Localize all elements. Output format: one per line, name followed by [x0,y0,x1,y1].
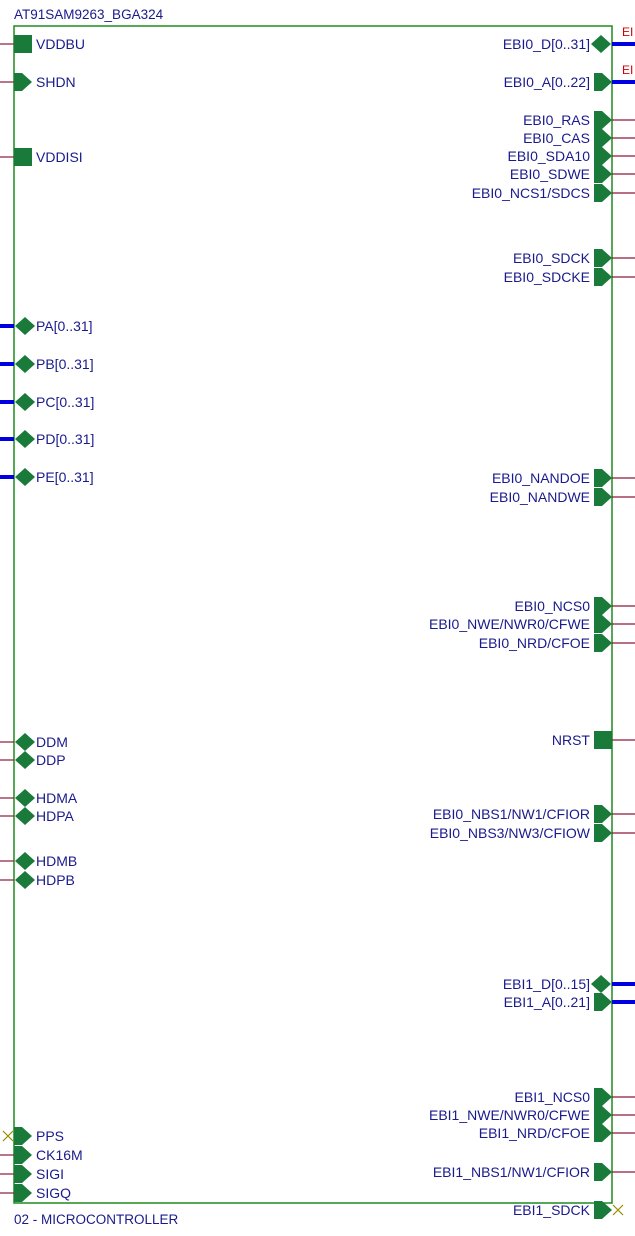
pin-label: VDDISI [36,149,83,165]
pin-label: EBI0_A[0..22] [503,74,590,90]
pin-label: PC[0..31] [36,394,95,410]
pin-marker-diamond [15,807,35,825]
pin-ebi0-ncs0[interactable] [515,597,635,615]
pin-label: EBI0_SDCKE [503,269,590,285]
pin-marker-arrow-out [594,824,612,842]
offpage-net-label-address: EI [622,63,634,77]
pin-marker-diamond [15,789,35,807]
pin-sigq[interactable] [0,1184,71,1202]
pin-ebi0-ncs1-sdcs[interactable] [472,184,635,202]
pin-ebi1-nwe-nwr0-cfwe[interactable] [429,1106,635,1124]
pin-ebi0-cas[interactable] [523,129,635,147]
pin-label: EBI0_NBS1/NW1/CFIOR [432,806,590,822]
pin-label: PB[0..31] [36,356,94,372]
pin-label: EBI1_A[0..21] [503,994,590,1010]
pin-label: EBI1_SDCK [512,1202,590,1218]
pin-ddp[interactable] [0,751,66,769]
pin-label: EBI0_NANDWE [489,489,590,505]
pin-label: SIGI [36,1166,65,1182]
pin-marker-diamond [15,468,35,486]
pin-label: HDMB [36,853,78,869]
sheet-label: 02 - MICROCONTROLLER [14,1212,179,1227]
pin-label: EBI0_NWE/NWR0/CFWE [428,616,590,632]
pin-label: PA[0..31] [36,318,93,334]
pin-marker-diamond [15,751,35,769]
pin-marker-square [14,35,32,53]
pin-marker-arrow-in [14,73,32,91]
pin-marker-diamond [15,355,35,373]
pin-marker-arrow-out [594,165,612,183]
pin-marker-arrow-out [594,469,612,487]
pin-ebi1-a-0-21[interactable] [504,993,635,1011]
pin-hdpb[interactable] [0,871,75,889]
pin-marker-arrow-out [594,1088,612,1106]
pin-marker-arrow-in [14,1184,32,1202]
pin-marker-diamond [15,393,35,411]
pin-marker-arrow-out [594,73,612,91]
pin-label: HDMA [36,790,78,806]
component-body [14,26,612,1203]
pin-vddisi[interactable] [0,148,83,166]
pin-ebi0-sdck[interactable] [513,249,635,267]
pin-label: EBI0_NANDOE [491,470,590,486]
pin-label: EBI1_NCS0 [514,1089,590,1105]
pin-label: SHDN [36,74,76,90]
pin-ebi0-sdcke[interactable] [504,268,635,286]
pin-label: EBI0_D[0..31] [502,36,590,52]
pin-label: CK16M [36,1147,83,1163]
pin-hdpa[interactable] [0,807,75,825]
pin-marker-arrow-out [594,615,612,633]
offpage-net-label-data: EI [622,25,634,39]
pin-marker-diamond [15,733,35,751]
pin-label: DDP [36,752,66,768]
pin-label: VDDBU [36,36,86,52]
pin-ebi1-nbs1-nw1-cfior[interactable] [433,1163,635,1181]
pin-marker-arrow-out [594,129,612,147]
pin-hdma[interactable] [0,789,78,807]
pin-label: PPS [36,1128,65,1144]
pin-marker-diamond [15,430,35,448]
pin-marker-arrow-out [594,597,612,615]
pin-label: EBI0_CAS [523,130,590,146]
part-name: AT91SAM9263_BGA324 [14,7,164,22]
pin-label: EBI1_D[0..15] [502,976,590,992]
pin-marker-diamond [15,871,35,889]
pin-label: EBI0_SDA10 [507,148,590,164]
pin-label: EBI0_RAS [523,112,590,128]
pin-shdn[interactable] [0,73,76,91]
pin-marker-arrow-out [594,993,612,1011]
pin-sigi[interactable] [0,1165,64,1183]
right-pin-group [429,35,635,1219]
pin-ebi0-nandoe[interactable] [492,469,635,487]
pin-marker-arrow-out [594,634,612,652]
pin-ebi0-ras[interactable] [523,111,635,129]
no-connect-mark [3,1131,13,1141]
pin-marker-arrow-out [594,111,612,129]
pin-ebi0-nandwe[interactable] [490,488,635,506]
pin-marker-diamond [15,317,35,335]
pin-vddbu[interactable] [0,35,85,53]
pin-marker-arrow-in [14,1165,32,1183]
pin-marker-diamond [591,975,611,993]
pin-label: PE[0..31] [36,469,94,485]
pin-marker-diamond [15,852,35,870]
pin-label: EBI0_NCS0 [514,598,590,614]
pin-label: EBI0_SDCK [512,250,590,266]
pin-ebi0-d-0-31[interactable] [503,35,635,53]
pin-label: PD[0..31] [36,431,95,447]
pin-marker-arrow-out [594,488,612,506]
pin-label: HDPB [36,872,75,888]
pin-label: DDM [36,734,68,750]
pin-pps[interactable] [3,1127,64,1145]
pin-ddm[interactable] [0,733,68,751]
pin-label: EBI0_NCS1/SDCS [471,185,590,201]
pin-hdmb[interactable] [0,852,77,870]
pin-ck16m[interactable] [0,1146,83,1164]
pin-label: EBI1_NRD/CFOE [478,1125,590,1141]
pin-nrst[interactable] [552,731,635,749]
pin-ebi0-nbs1-nw1-cfior[interactable] [433,805,635,823]
pin-marker-diamond [591,35,611,53]
no-connect-mark [613,1205,623,1215]
pin-marker-arrow-in [14,1146,32,1164]
pin-ebi0-sdwe[interactable] [510,165,635,183]
pin-marker-arrow-out [594,1163,612,1181]
pin-marker-arrow-out [594,184,612,202]
pin-ebi0-sda10[interactable] [508,147,635,165]
pin-label: EBI1_NWE/NWR0/CFWE [428,1107,590,1123]
pin-label: EBI0_SDWE [509,166,590,182]
pin-ebi0-nwe-nwr0-cfwe[interactable] [429,615,635,633]
pin-marker-square [14,148,32,166]
pin-ebi1-d-0-15[interactable] [503,975,635,993]
pin-marker-arrow-out [594,1124,612,1142]
pin-marker-arrow-out [594,805,612,823]
pin-marker-arrow-out [594,249,612,267]
pin-ebi0-nbs3-nw3-cfiow[interactable] [430,824,635,842]
pin-label: SIGQ [36,1185,72,1201]
pin-ebi0-a-0-22[interactable] [504,73,635,91]
pin-marker-arrow-out [594,147,612,165]
pin-marker-arrow-out [594,1106,612,1124]
pin-ebi1-ncs0[interactable] [515,1088,635,1106]
pin-label: HDPA [36,808,74,824]
pin-label: EBI0_NRD/CFOE [478,635,590,651]
pin-marker-square [594,731,612,749]
pin-label: EBI0_NBS3/NW3/CFIOW [429,825,590,841]
pin-label: NRST [551,732,590,748]
pin-marker-arrow-out [594,268,612,286]
pin-marker-arrow-in [14,1127,32,1145]
pin-label: EBI1_NBS1/NW1/CFIOR [432,1164,590,1180]
